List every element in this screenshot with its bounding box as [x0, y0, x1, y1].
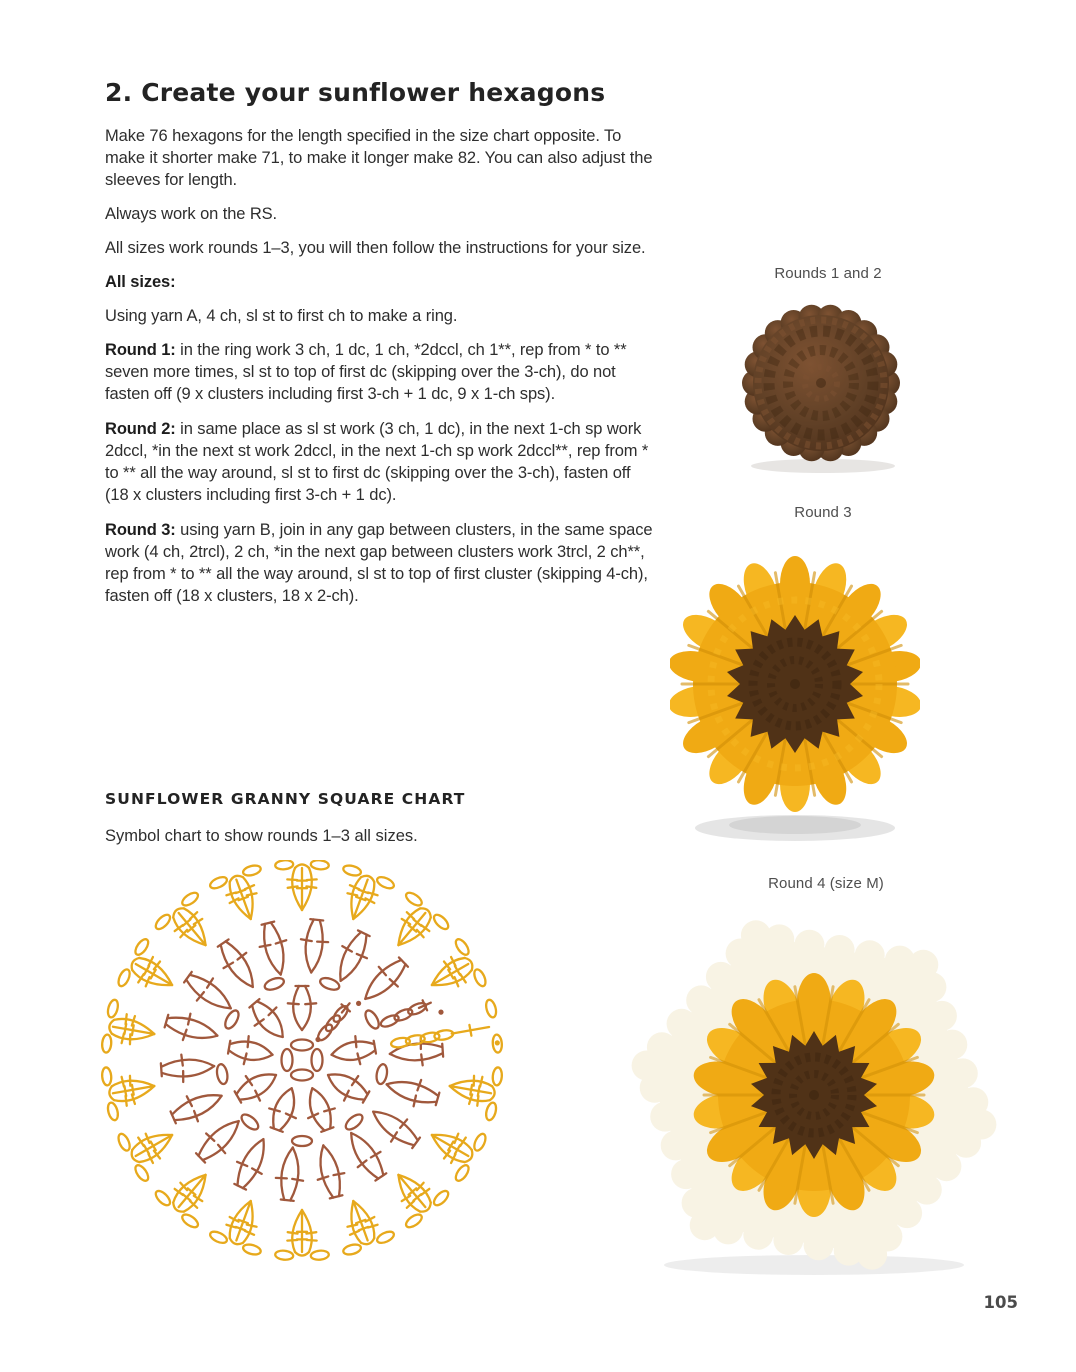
round-3-label: Round 3:	[105, 521, 176, 539]
round-1-paragraph	[105, 339, 655, 405]
round-2-label: Round 2:	[105, 420, 176, 438]
round-2-paragraph	[105, 418, 655, 506]
page-title: 2. Create your sunflower hexagons	[105, 78, 606, 107]
round-1-label: Round 1:	[105, 341, 176, 359]
page-number: 105	[983, 1293, 1018, 1312]
intro-paragraph: Make 76 hexagons for the length specified in the size chart opposite. To make it shorter make 71, to make it longer make 82. You can also adjust the sleeves for length.	[105, 127, 653, 189]
all-sizes-label-paragraph	[105, 271, 655, 293]
all-sizes-note: All sizes work rounds 1–3, you will then follow the instructions for your size.	[105, 239, 646, 257]
sunflower-granny-square-symbol-chart	[100, 860, 510, 1262]
chart-section	[105, 788, 665, 847]
rounds-1-2-photo	[733, 296, 911, 476]
ring-instruction: Using yarn A, 4 ch, sl st to first ch to make a ring.	[105, 307, 458, 325]
round-3-text: using yarn B, join in any gap between clusters, in the same space work (4 ch, 2trcl), 2 ch, *in the next gap between clusters work 3trcl, 2 ch**, rep from * to ** all the way around, sl st to top of first cluster (skipping 4-ch), fasten off (18 x clusters, 18 x 2-ch).	[105, 521, 653, 605]
caption-round-3: Round 3	[794, 504, 852, 521]
round-4-hexagon-photo	[622, 913, 1007, 1281]
chart-subtitle: Symbol chart to show rounds 1–3 all sizes.	[105, 827, 418, 845]
all-sizes-label: All sizes:	[105, 273, 176, 291]
caption-round-4: Round 4 (size M)	[768, 875, 884, 892]
round-1-text: in the ring work 3 ch, 1 dc, 1 ch, *2dccl, ch 1**, rep from * to ** seven more times, sl st to top of first dc (skipping over the 3-ch), do not fasten off (9 x clusters including first 3-ch + 1 dc, 9 x 1-ch sps).	[105, 341, 627, 403]
instructions-column	[105, 78, 655, 620]
chart-heading: SUNFLOWER GRANNY SQUARE CHART	[105, 790, 466, 808]
caption-rounds-1-2: Rounds 1 and 2	[774, 265, 882, 282]
round-3-photo	[670, 556, 920, 851]
round-3-paragraph	[105, 519, 655, 607]
round-2-text: in same place as sl st work (3 ch, 1 dc), in the next 1-ch sp work 2dccl, *in the next st work 2dccl, in the next 1-ch sp work 2dccl**, rep from * to ** all the way around, sl st to first dc (skipping over the 3-ch), fasten off (18 x clusters including first 3-ch + 1 dc).	[105, 420, 649, 504]
rs-note: Always work on the RS.	[105, 205, 278, 223]
